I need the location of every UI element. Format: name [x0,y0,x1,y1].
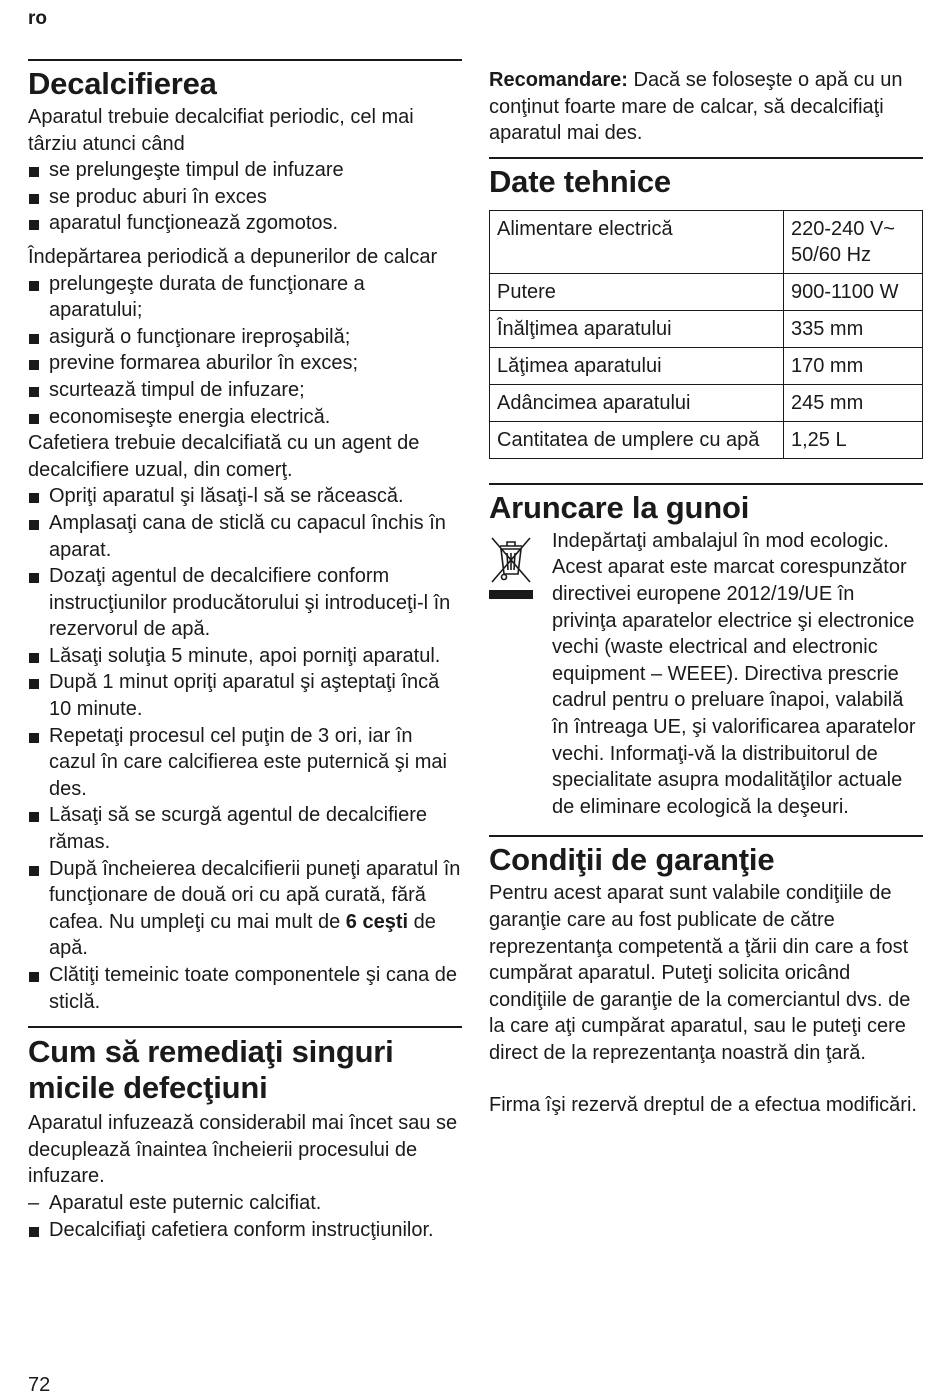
section-rule [28,1026,462,1028]
troubleshoot-title-line1: Cum să remediaţi singuri [28,1034,394,1070]
right-column [489,0,923,1119]
troubleshoot-problem: Aparatul infuzează considerabil mai încet sau se decuplează înaintea încheierii procesului de infuzare. [28,1112,458,1188]
warranty-text: Pentru acest aparat sunt valabile condiţiile de garanţie care au fost publicate de către reprezentanţa competentă a ţării din care a fost cumpărat aparatul. Puteţi solicita oricând condiţiile de garanţie de la comerciantul dvs. de la care aţi cumpărat aparatul, sau le puteţi cere direct de la reprezentanţa noastră din ţară. [489,882,911,1064]
list-item: se produc aburi în exces [28,184,462,211]
section-rule [28,59,462,61]
step-bold-text: 6 ceşti [345,910,409,933]
decalc-steps-list [28,483,462,1015]
decalc-intro: Aparatul trebuie decalcifiat periodic, cel mai târziu atunci când [28,106,414,155]
list-item: Clătiţi temeinic toate componentele şi cana de sticlă. [28,962,462,1015]
list-item: asigură o funcţionare ireproşabilă; [28,324,462,351]
list-item: scurtează timpul de infuzare; [28,377,462,404]
recommendation-label: Recomandare: [489,69,628,91]
recommendation [489,67,923,147]
list-item: Lăsaţi să se scurgă agentul de decalcifiere rămas. [28,802,462,855]
table-cell-value [784,210,923,273]
tech-table [489,210,923,459]
list-item: Lăsaţi soluţia 5 minute, apoi porniţi aparatul. [28,643,462,670]
list-item: Opriţi aparatul şi lăsaţi-l să se răcească. [28,483,462,510]
table-cell-value: 1,25 L [784,421,923,458]
troubleshoot-cause: – Aparatul este puternic calcifiat. [28,1190,462,1217]
table-cell-label: Alimentare electrică [490,210,784,273]
list-item: Dozaţi agentul de decalcifiere conform instrucţiunilor producătorului şi introduceţi-l în rezervorul de apă. [28,563,462,643]
table-cell-label: Putere [490,273,784,310]
list-item: economiseşte energia electrică. [28,404,462,431]
troubleshoot-list [28,1190,462,1243]
step-text: După încheierea decalcifierii puneţi aparatul în funcţionare de două ori cu apă curată, fără cafea. Nu umpleţi cu mai mult de [49,857,461,933]
crossed-out-wheelie-bin-icon [489,534,533,606]
table-row [490,310,923,347]
troubleshoot-remedy: Decalcifiaţi cafetiera conform instrucţiunilor. [28,1217,462,1244]
troubleshoot-title-line2: micile defecţiuni [28,1070,268,1106]
table-cell-label: Lăţimea aparatului [490,347,784,384]
list-item: prelungeşte durata de funcţionare a aparatului; [28,271,462,324]
step-text: de apă. [49,910,436,960]
list-item: După 1 minut opriţi aparatul şi aşteptaţi încă 10 minute. [28,669,462,722]
decalc-title: Decalcifierea [28,66,217,101]
list-item: Amplasaţi cana de sticlă cu capacul închis în aparat. [28,510,462,563]
value-line: 50/60 Hz [791,243,872,266]
tech-title: Date tehnice [489,163,671,199]
table-row [490,210,923,273]
table-cell-value: 245 mm [784,384,923,421]
page-number: 72 [28,1374,51,1396]
table-cell-value: 335 mm [784,310,923,347]
disposal-text: Indepărtaţi ambalajul în mod ecologic. Acest aparat este marcat corespunzător directivei europene 2012/19/UE în privinţa aparatelor electrice şi electronice vechi (waste electrical and electronic equipment – WEEE). Directiva prescrie cadrul pentru o preluare înapoi, valabilă în întreaga UE, şi valorificarea aparatelor vechi. Informaţi-vă la distribuitorul de specialitate asupra modalităţilor actuale de eliminare ecologică la deşeuri. [552,529,916,818]
table-cell-label: Adâncimea aparatului [490,384,784,421]
list-item: previne formarea aburilor în exces; [28,350,462,377]
list-item: se prelungeşte timpul de infuzare [28,157,462,184]
table-row [490,421,923,458]
troubleshoot-title [28,1034,462,1106]
disposal-block [489,528,923,821]
table-cell-label: Cantitatea de umplere cu apă [490,421,784,458]
section-rule [489,483,923,485]
disposal-title: Aruncare la gunoi [489,489,750,525]
warranty-title: Condiţii de garanţie [489,842,775,878]
language-code: ro [28,8,47,29]
list-item [28,856,462,962]
recommendation-text: Dacă se foloseşte o apă cu un conţinut foarte mare de calcar, să decalcifiaţi aparatul mai des. [489,69,903,145]
table-row [490,347,923,384]
table-row [490,273,923,310]
list-item: Repetaţi procesul cel puţin de 3 ori, iar în cazul în care calcifierea este puternică şi mai des. [28,723,462,803]
value-line: 220-240 V~ [791,217,895,240]
warranty-note: Firma îşi rezervă dreptul de a efectua modificări. [489,1094,917,1117]
table-row [490,384,923,421]
decalc-signs-list [28,157,462,237]
left-column [28,0,462,1243]
decalc-benefits-list [28,271,462,431]
table-cell-value: 900-1100 W [784,273,923,310]
section-rule [489,157,923,159]
decalc-benefits-intro: Îndepărtarea periodică a depunerilor de calcar [28,245,438,268]
list-item: aparatul funcţionează zgomotos. [28,210,462,237]
table-cell-value: 170 mm [784,347,923,384]
section-rule [489,835,923,837]
table-cell-label: Înălţimea aparatului [490,310,784,347]
decalc-agent-text: Cafetiera trebuie decalcifiată cu un agent de decalcifiere uzual, din comerţ. [28,432,420,481]
